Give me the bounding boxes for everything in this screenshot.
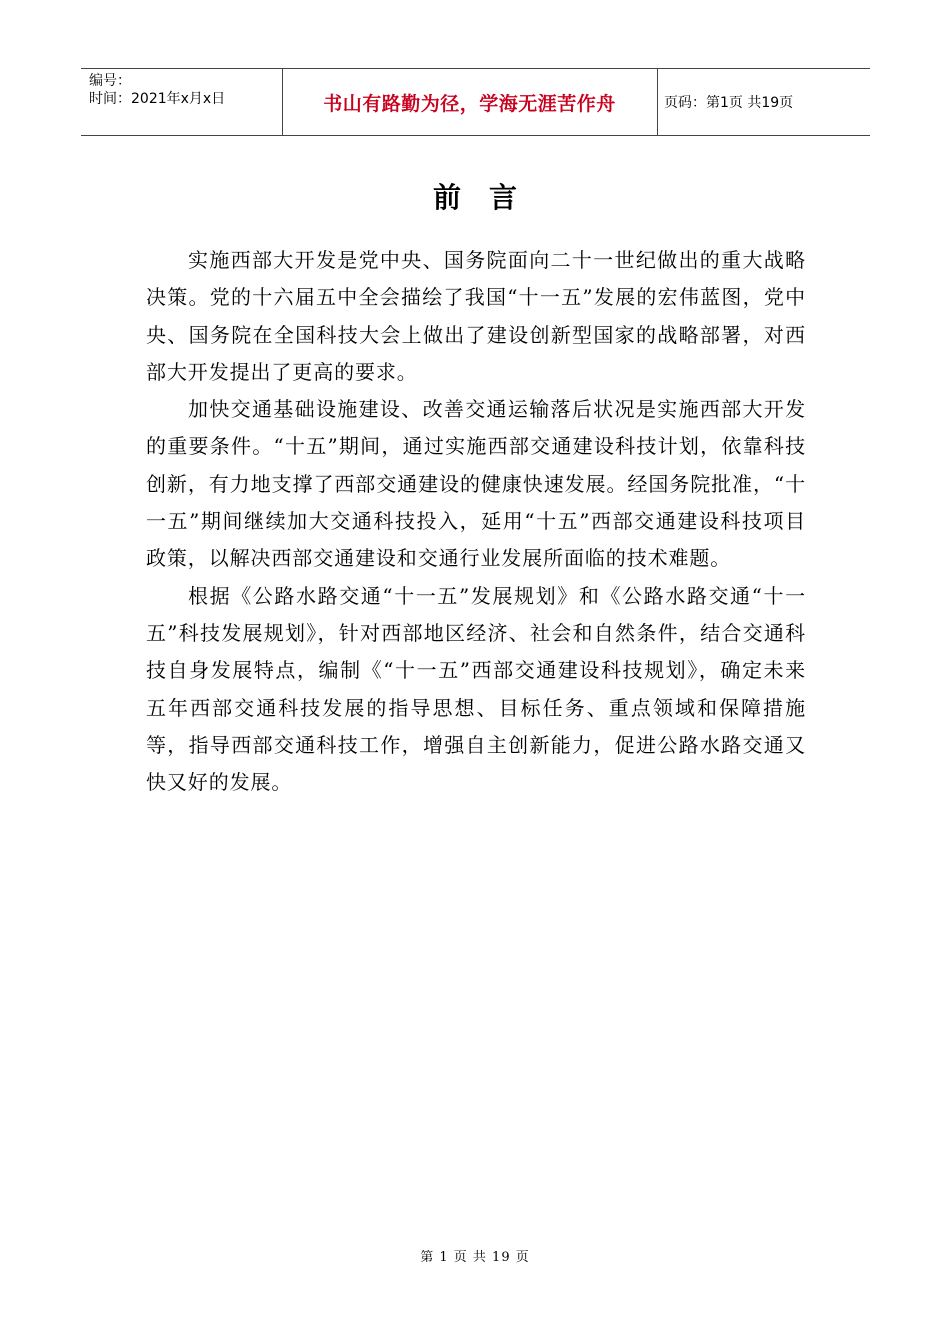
document-title: 前言 — [432, 181, 545, 214]
document-number-label: 编号： — [89, 73, 131, 89]
page-header — [81, 68, 870, 136]
header-motto: 书山有路勤为径，学海无涯苦作舟 — [323, 92, 616, 115]
document-time-label: 时间：2021年x月x日 — [89, 91, 226, 107]
body-paragraph: 实施西部大开发是党中央、国务院面向二十一世纪做出的重大战略决策。党的十六届五中全会描绘了我国“十一五”发展的宏伟蓝图，党中央、国务院在全国科技大会上做出了建设创新型国家的战略部署，对西部大开发提出了更高的要求。 — [146, 248, 806, 384]
document-body — [146, 242, 806, 801]
body-paragraph: 加快交通基础设施建设、改善交通运输落后状况是实施西部大开发的重要条件。“十五”期间，通过实施西部交通建设科技计划，依靠科技创新，有力地支撑了西部交通建设的健康快速发展。经国务院批准，“十一五”期间继续加大交通科技投入，延用“十五”西部交通建设科技项目政策，以解决西部交通建设和交通行业发展所面临的技术难题。 — [146, 397, 806, 571]
header-divider — [657, 69, 658, 135]
page-footer: 第 1 页 共 19 页 — [420, 1250, 530, 1265]
header-meta — [89, 72, 225, 108]
header-page-info: 页码：第1页 共19页 — [664, 95, 794, 111]
body-paragraph: 根据《公路水路交通“十一五”发展规划》和《公路水路交通“十一五”科技发展规划》，针对西部地区经济、社会和自然条件，结合交通科技自身发展特点，编制《“十一五”西部交通建设科技规划》，确定未来五年西部交通科技发展的指导思想、目标任务、重点领域和保障措施等，指导西部交通科技工作，增强自主创新能力，促进公路水路交通又快又好的发展。 — [146, 583, 806, 795]
